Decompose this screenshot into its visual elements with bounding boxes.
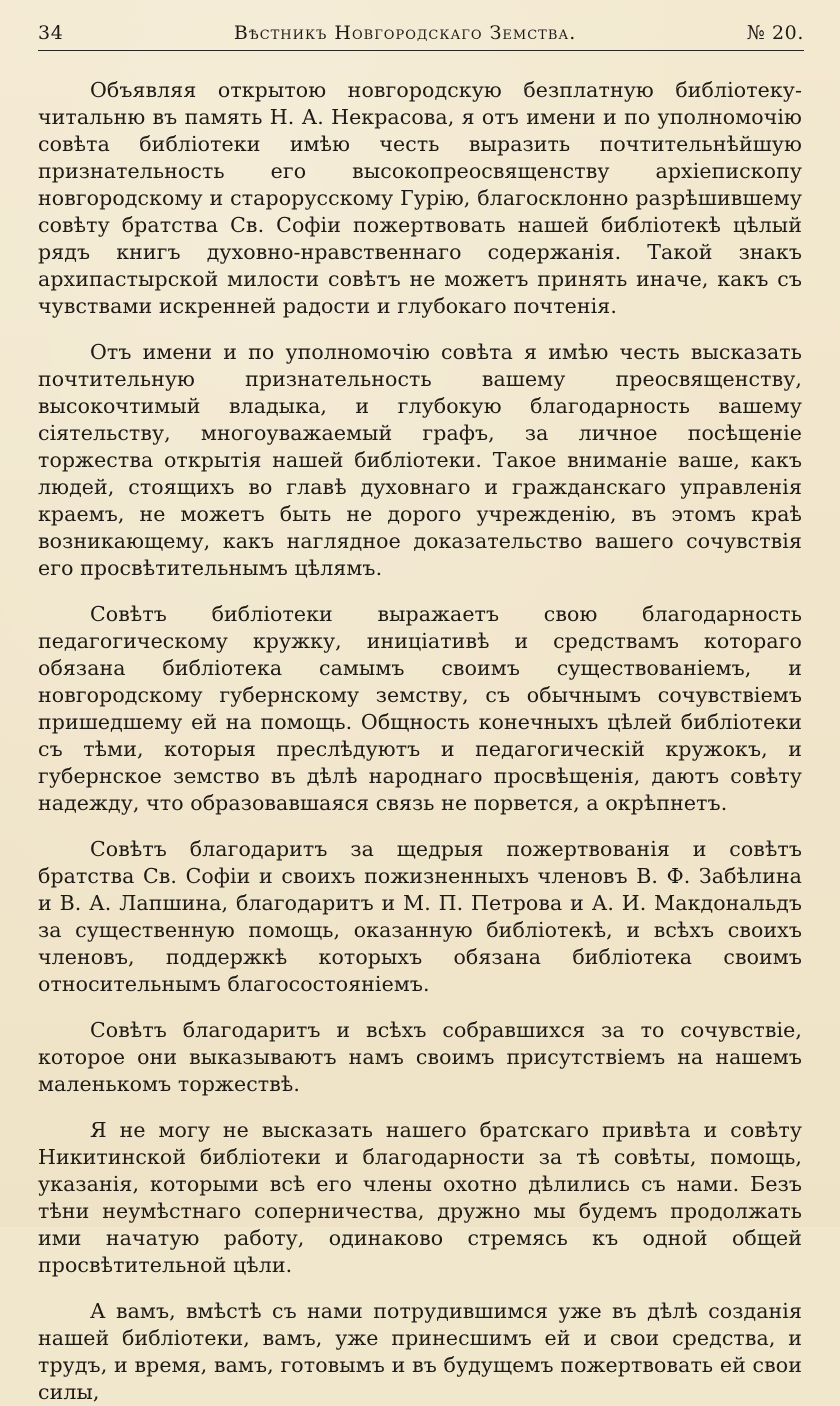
paragraph: Совѣтъ библіотеки выражаетъ свою благодарность педагогическому кружку, иниціативѣ и средствамъ котораго обязана библіотека самымъ своимъ существованіемъ, и новгородскому губернскому земству, съ обычнымъ сочувствіемъ пришедшему ей на помощь. Общность конечныхъ цѣлей библіотеки съ тѣми, которыя преслѣдуютъ и педагогическій кружокъ, и губернское земство въ дѣлѣ народнаго просвѣщенія, даютъ совѣту надежду, что образовавшаяся связь не порвется, а окрѣпнетъ. — [38, 602, 802, 815]
paragraph: Я не могу не высказать нашего братскаго привѣта и совѣту Никитинской библіотеки и благодарности за тѣ совѣты, помощь, указанія, которыми всѣ его члены охотно дѣлились съ нами. Безъ тѣни неумѣстнаго соперничества, дружно мы будемъ продолжать ими начатую работу, одинаково стремясь къ одной общей просвѣтительной цѣли. — [38, 1118, 802, 1277]
journal-title: Вѣстникъ Новгородскаго Земства. — [233, 22, 577, 44]
page-number: 34 — [38, 22, 64, 44]
paragraph: А вамъ, вмѣстѣ съ нами потрудившимся уже въ дѣлѣ созданія нашей библіотеки, вамъ, уже принесшимъ ей и свои средства, и трудъ, и время, вамъ, готовымъ и въ будущемъ пожертвовать ей свои силы, — [38, 1299, 802, 1404]
paragraph: Объявляя открытою новгородскую безплатную библіотеку-читальню въ память Н. А. Некрасова, я отъ имени и по уполномочію совѣта библіотеки имѣю честь выразить почтительнѣйшую признательность его высокопреосвященству архіепископу новгородскому и старорусскому Гурію, благосклонно разрѣшившему совѣту братства Св. Софіи пожертвовать нашей библіотекѣ цѣлый рядъ книгъ духовно-нравственнаго содержанія. Такой знакъ архипастырской милости совѣтъ не можетъ принять иначе, какъ съ чувствами искренней радости и глубокаго почтенія. — [38, 78, 802, 318]
page-header — [38, 22, 804, 51]
page-body — [38, 77, 804, 1406]
paragraph: Совѣтъ благодаритъ и всѣхъ собравшихся за то сочувствіе, которое они выказываютъ намъ своимъ присутствіемъ на нашемъ маленькомъ торжествѣ. — [38, 1018, 802, 1096]
paragraph: Совѣтъ благодаритъ за щедрыя пожертвованія и совѣтъ братства Св. Софіи и своихъ пожизненныхъ членовъ В. Ф. Забѣлина и В. А. Лапшина, благодаритъ и М. П. Петрова и А. И. Макдональдъ за существенную помощь, оказанную библіотекѣ, и всѣхъ своихъ членовъ, поддержкѣ которыхъ обязана библіотека своимъ относительнымъ благосостояніемъ. — [38, 837, 802, 996]
issue-number: № 20. — [746, 22, 804, 44]
paragraph: Отъ имени и по уполномочію совѣта я имѣю честь высказать почтительную признательность вашему преосвященству, высокочтимый владыка, и глубокую благодарность вашему сіятельству, многоуважаемый графъ, за личное посѣщеніе торжества открытія нашей библіотеки. Такое вниманіе ваше, какъ людей, стоящихъ во главѣ духовнаго и гражданскаго управленія краемъ, не можетъ быть не дорого учрежденію, въ этомъ краѣ возникающему, какъ наглядное доказательство вашего сочувствія его просвѣтительнымъ цѣлямъ. — [38, 340, 802, 580]
